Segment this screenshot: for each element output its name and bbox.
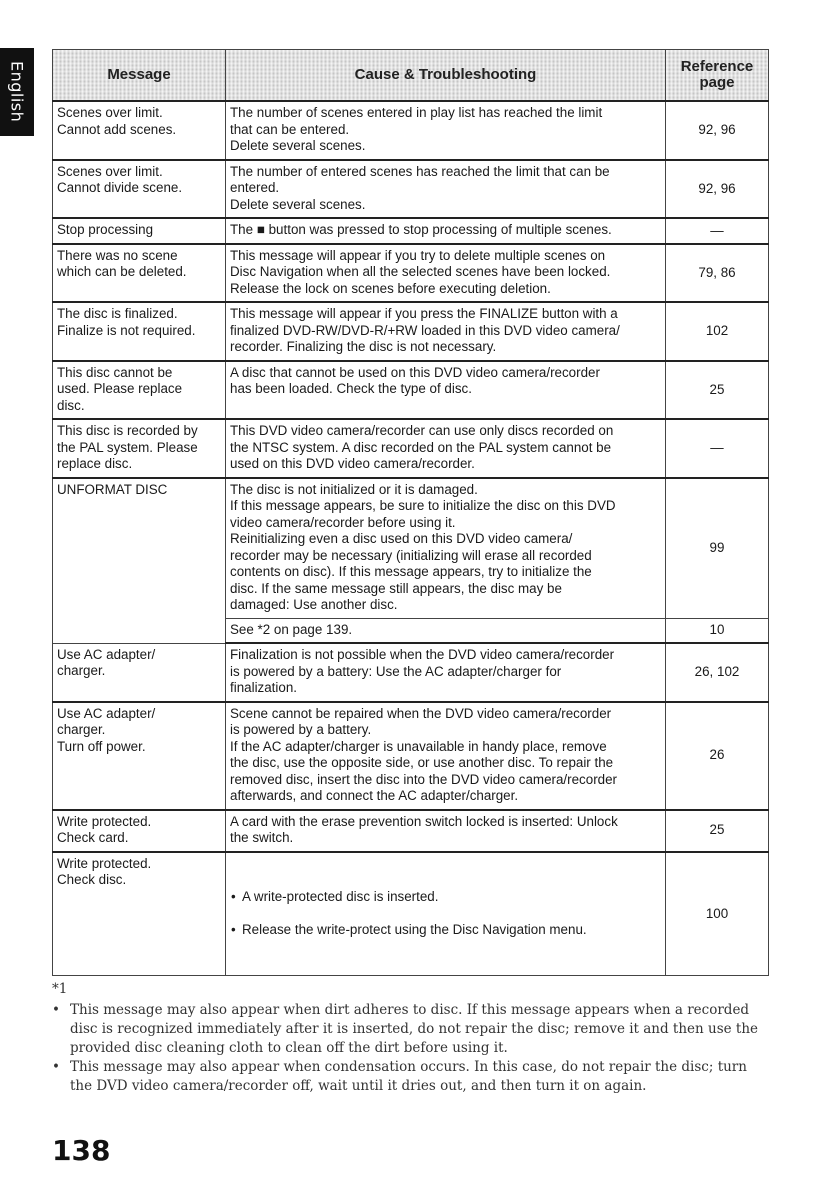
table-row (53, 160, 769, 219)
page-cell: 99 (666, 478, 769, 619)
cause-cell: Finalization is not possible when the DVD video camera/recorder is powered by a battery: Use the AC adapter/charger for finalization. (226, 643, 666, 702)
page-cell: — (666, 218, 769, 244)
language-tab-label: English (7, 61, 27, 123)
footnote-bullet: • This message may also appear when dirt adheres to disc. If this message appears when a recorded disc is recognized immediately after it is inserted, do not repair the disc; remove it and then use the provided disc cleaning cloth to clean off the dirt before using it. (52, 1001, 772, 1058)
language-tab (0, 48, 34, 136)
table-row (53, 101, 769, 160)
page-number: 138 (52, 1134, 111, 1167)
page-cell: 79, 86 (666, 244, 769, 303)
cause-cell: The number of entered scenes has reached the limit that can be entered. Delete several scenes. (226, 160, 666, 219)
table-row (53, 218, 769, 244)
message-cell: Write protected. Check card. (53, 810, 226, 852)
message-cell: Use AC adapter/ charger. Turn off power. (53, 702, 226, 810)
cause-cell: The ■ button was pressed to stop processing of multiple scenes. (226, 218, 666, 244)
page-cell: 92, 96 (666, 101, 769, 160)
page-cell: 26 (666, 702, 769, 810)
table-row (53, 244, 769, 303)
header-message: Message (53, 50, 226, 102)
table-row (53, 302, 769, 361)
cause-bullet: • Release the write-protect using the Disc Navigation menu. (230, 922, 662, 939)
message-cell: There was no scene which can be deleted. (53, 244, 226, 303)
cause-cell: The disc is not initialized or it is damaged. If this message appears, be sure to initialize the disc on this DVD video camera/recorder before using it. Reinitializing even a disc used on this DVD video camera/ recorder may be necessary (initializing will erase all recorded contents on disc). If this message appears, try to initialize the disc. If the same message still appears, the disc may be damaged: Use another disc. (226, 478, 666, 619)
cause-cell: The number of scenes entered in play list has reached the limit that can be entered. Delete several scenes. (226, 101, 666, 160)
message-cell: This disc is recorded by the PAL system. Please replace disc. (53, 419, 226, 478)
message-cell: Use AC adapter/ charger. (53, 643, 226, 702)
cause-cell (226, 852, 666, 976)
table-row (53, 419, 769, 478)
page-cell: 102 (666, 302, 769, 361)
cause-cell: Scene cannot be repaired when the DVD video camera/recorder is powered by a battery. If the AC adapter/charger is unavailable in handy place, remove the disc, use the opposite side, or use another disc. To repair the removed disc, insert the disc into the DVD video camera/recorder afterwards, and connect the AC adapter/charger. (226, 702, 666, 810)
page-cell: — (666, 419, 769, 478)
footnote-mark: *1 (52, 981, 68, 997)
header-reference-page: Reference page (666, 50, 769, 102)
message-cell: Scenes over limit. Cannot divide scene. (53, 160, 226, 219)
cause-cell: This DVD video camera/recorder can use only discs recorded on the NTSC system. A disc recorded on the PAL system cannot be used on this DVD video camera/recorder. (226, 419, 666, 478)
message-cell: This disc cannot be used. Please replace disc. (53, 361, 226, 420)
table-header-row (53, 50, 769, 102)
footnote-list (52, 1001, 772, 1096)
message-cell: Stop processing (53, 218, 226, 244)
cause-cell: See *2 on page 139. (226, 618, 666, 643)
cause-bullet-list (230, 872, 662, 955)
page-cell: 25 (666, 361, 769, 420)
table-row (53, 702, 769, 810)
cause-cell: This message will appear if you press the FINALIZE button with a finalized DVD-RW/DVD-R/+RW loaded in this DVD video camera/ recorder. Finalizing the disc is not necessary. (226, 302, 666, 361)
cause-bullet: • A write-protected disc is inserted. (230, 889, 662, 906)
header-cause: Cause & Troubleshooting (226, 50, 666, 102)
page-cell: 92, 96 (666, 160, 769, 219)
cause-cell: This message will appear if you try to delete multiple scenes on Disc Navigation when all the selected scenes have been locked. Release the lock on scenes before executing deletion. (226, 244, 666, 303)
table-row (53, 810, 769, 852)
page-cell: 100 (666, 852, 769, 976)
page-cell: 25 (666, 810, 769, 852)
footnote (52, 980, 772, 1096)
page-cell: 26, 102 (666, 643, 769, 702)
table-row (53, 478, 769, 619)
message-table (52, 49, 769, 976)
cause-cell: A disc that cannot be used on this DVD video camera/recorder has been loaded. Check the type of disc. (226, 361, 666, 420)
page-cell: 10 (666, 618, 769, 643)
cause-cell: A card with the erase prevention switch locked is inserted: Unlock the switch. (226, 810, 666, 852)
table-row (53, 852, 769, 976)
table-row (53, 643, 769, 702)
table-row (53, 361, 769, 420)
message-cell: The disc is finalized. Finalize is not required. (53, 302, 226, 361)
message-cell: UNFORMAT DISC (53, 478, 226, 644)
message-cell: Write protected. Check disc. (53, 852, 226, 976)
footnote-bullet: • This message may also appear when condensation occurs. In this case, do not repair the disc; turn the DVD video camera/recorder off, wait until it dries out, and then turn it on again. (52, 1058, 772, 1096)
message-cell: Scenes over limit. Cannot add scenes. (53, 101, 226, 160)
